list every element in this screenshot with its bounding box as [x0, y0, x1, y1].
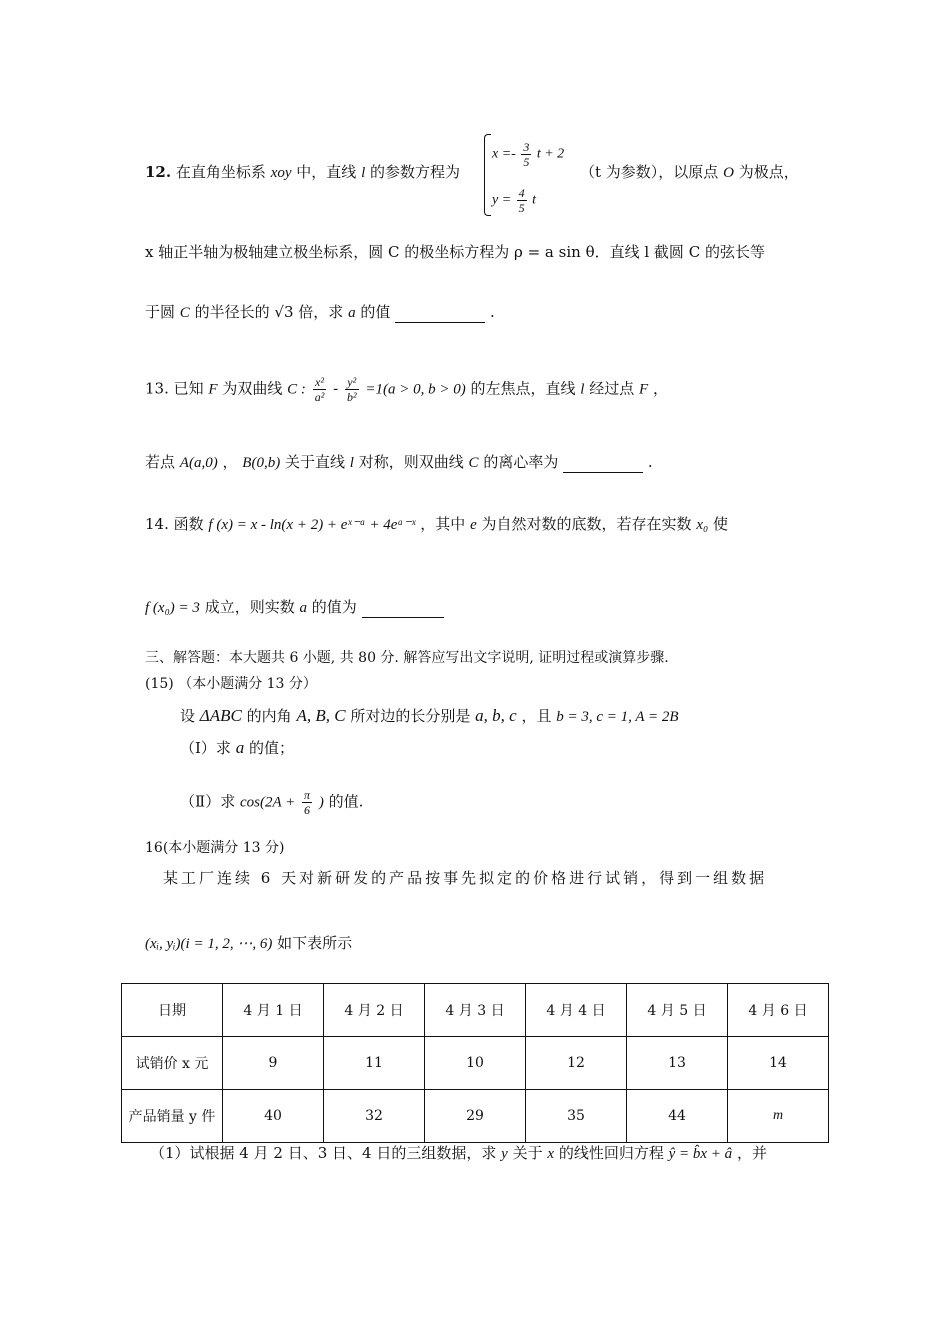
frac-den: 5: [518, 201, 525, 215]
q12-coord-system: xoy: [270, 165, 292, 181]
table-header-cell: 4 月 3 日: [425, 984, 526, 1037]
q15-cos: cos(2A +: [239, 794, 296, 811]
q15-angles: A, B, C: [296, 706, 346, 725]
table-cell: 10: [425, 1037, 526, 1090]
q12-origin: O: [723, 165, 734, 181]
q13-frac-x: [313, 375, 327, 404]
q14-text: 成立，则实数: [204, 598, 295, 616]
table-header-cell: 日期: [122, 984, 223, 1037]
frac-num: 3: [523, 140, 530, 154]
frac-den: b²: [346, 390, 357, 404]
q15-title: (15) （本小题满分 13 分）: [145, 676, 317, 692]
q12-line1-tail: [580, 162, 799, 183]
table-header-cell: 4 月 1 日: [223, 984, 324, 1037]
q15-conditions: b = 3, c = 1, A = 2B: [556, 709, 679, 725]
answer-blank[interactable]: [362, 601, 444, 618]
section-3-heading: 三、解答题：本大题共 6 小题, 共 80 分. 解答应写出文字说明, 证明过程或演算步骤.: [145, 650, 669, 666]
table-cell: 29: [425, 1090, 526, 1143]
q12-eq-x-frac: [521, 140, 531, 169]
q14-text: 的值为: [311, 598, 357, 616]
q13-text: 若点: [145, 453, 176, 471]
table-row-label: 试销价 x 元: [122, 1037, 223, 1090]
q16-text: 的线性回归方程: [558, 1144, 664, 1162]
q14-text: 使: [712, 515, 728, 533]
q15-text: ，且: [521, 707, 552, 725]
q13-line1: [145, 375, 668, 404]
q13-hyperbola-c: C: [468, 455, 479, 471]
q13-text: 经过点: [589, 379, 635, 398]
q12-circle-c: C: [179, 305, 190, 321]
q13-text: .: [647, 453, 653, 471]
q12-text: 于圆: [145, 303, 176, 321]
q12-eq-y-frac: [517, 186, 527, 215]
q14-function: f (x) = x - ln(x + 2) + eˣ⁻ᵃ + 4eᵃ⁻ˣ: [208, 517, 416, 533]
q14-x0: x₀: [696, 517, 709, 533]
q12-text: （t 为参数），以原点: [580, 163, 719, 181]
q12-line1: [145, 162, 460, 183]
q12-var-a: a: [348, 305, 356, 321]
q13-line-l: l: [580, 381, 585, 398]
table-row-label: 产品销量 y 件: [122, 1090, 223, 1143]
q15-triangle: ΔABC: [199, 706, 242, 725]
q12-sqrt3: √3: [274, 303, 294, 321]
q15-text: 的值；: [249, 739, 295, 757]
q16-title: 16(本小题满分 13 分): [145, 840, 285, 856]
q13-point-b: B(0,b): [242, 455, 281, 471]
q16-part1: [150, 1143, 767, 1164]
table-header-cell: 4 月 4 日: [526, 984, 627, 1037]
table-cell: 40: [223, 1090, 324, 1143]
q13-line2: [145, 452, 653, 473]
q16-var-x: x: [547, 1146, 555, 1162]
q13-text: 关于直线: [284, 453, 345, 471]
q15-text: 设: [180, 707, 196, 725]
q12-text: 为极点，: [738, 163, 799, 181]
eq-y-lhs: y =: [492, 192, 512, 208]
q16-pairs-line: [145, 933, 352, 954]
q12-system-brace: [484, 134, 491, 216]
q15-text: 的值.: [328, 792, 364, 811]
table-row: [122, 1090, 829, 1143]
q12-line2: x 轴正半轴为极轴建立极坐标系，圆 C 的极坐标方程为 ρ = a sin θ．直线 l 截圆 C 的弦长等: [145, 243, 765, 261]
frac-den: 5: [523, 155, 530, 169]
q12-eq-y: [492, 186, 536, 215]
q13-hyperbola-label: C :: [287, 381, 306, 398]
q16-text: ，并: [736, 1144, 767, 1162]
q15-text: （Ⅱ）求: [180, 792, 236, 811]
q15-statement: [180, 706, 679, 727]
q13-line-l: l: [349, 455, 354, 471]
q14-line2: [145, 597, 444, 618]
eq-x-lhs: x =-: [492, 146, 516, 162]
eq-y-rhs: t: [532, 192, 537, 208]
q16-text: 如下表所示: [277, 934, 353, 952]
table-header-cell: 4 月 5 日: [627, 984, 728, 1037]
q16-text: （1）试根据 4 月 2 日、3 日、4 日的三组数据，求: [150, 1144, 497, 1162]
q13-text: ，: [652, 379, 668, 398]
q13-point-a: A(a,0): [179, 455, 218, 471]
answer-blank[interactable]: [395, 306, 485, 323]
table-cell: m: [728, 1090, 829, 1143]
q13-text: ，: [222, 453, 238, 471]
table-header-cell: 4 月 6 日: [728, 984, 829, 1037]
q13-text: 为双曲线: [222, 379, 283, 398]
q13-minus: -: [333, 379, 339, 398]
q15-text: （Ⅰ）求: [180, 739, 231, 757]
q15-text: 所对边的长分别是: [350, 707, 471, 725]
frac-num: y²: [345, 375, 359, 390]
q12-text: 中，直线: [296, 163, 357, 181]
table-cell: 9: [223, 1037, 324, 1090]
frac-den: 6: [304, 803, 311, 817]
q16-var-y: y: [501, 1146, 508, 1162]
q12-text: 的值: [360, 303, 391, 321]
table-row: [122, 984, 829, 1037]
q13-text: 的左焦点，直线: [470, 379, 576, 398]
q12-text: 的参数方程为: [370, 163, 461, 181]
q12-number: 12.: [145, 163, 172, 181]
frac-den: a²: [314, 390, 325, 404]
frac-num: x²: [313, 375, 327, 390]
table-cell: 35: [526, 1090, 627, 1143]
q12-eq-x: [492, 140, 564, 169]
table-cell: 11: [324, 1037, 425, 1090]
frac-num: π: [304, 788, 311, 802]
q13-focus-f: F: [639, 381, 649, 398]
q16-statement: 某工厂连续 6 天对新研发的产品按事先拟定的价格进行试销，得到一组数据: [163, 869, 768, 887]
q13-text: 13. 已知: [145, 379, 204, 398]
q15-part1: [180, 738, 294, 758]
q12-text: .: [489, 303, 495, 321]
table-cell: 32: [324, 1090, 425, 1143]
q15-frac-pi6: [302, 788, 312, 817]
q13-text: 对称，则双曲线: [358, 453, 464, 471]
frac-num: 4: [518, 186, 525, 200]
q12-text: 倍，求: [298, 303, 344, 321]
table-cell: 13: [627, 1037, 728, 1090]
answer-blank[interactable]: [563, 456, 643, 473]
q14-e: e: [470, 517, 477, 533]
q14-var-a: a: [299, 600, 307, 616]
q14-text: ，其中: [420, 515, 466, 533]
q12-text: 的半径长的: [194, 303, 270, 321]
q15-var-a: a: [235, 738, 245, 757]
q16-regression-eq: ŷ = b̂x + â: [668, 1146, 733, 1162]
q16-pairs: (xᵢ, yᵢ)(i = 1, 2, ⋯, 6): [145, 936, 273, 952]
q12-text: 在直角坐标系: [175, 163, 266, 181]
q12-line-l: l: [361, 165, 366, 181]
table-cell: 44: [627, 1090, 728, 1143]
q13-text: 的离心率为: [483, 453, 559, 471]
q15-part2: [180, 788, 363, 817]
q16-text: 关于: [512, 1144, 543, 1162]
q15-sides: a, b, c: [475, 706, 517, 725]
q12-line3: [145, 302, 495, 323]
eq-x-rhs: t + 2: [536, 146, 565, 162]
q14-line1: [145, 514, 728, 535]
q13-focus-f: F: [208, 381, 218, 398]
table-cell: 12: [526, 1037, 627, 1090]
q13-equation-rhs: =1(a > 0, b > 0): [365, 381, 466, 398]
table-cell: 14: [728, 1037, 829, 1090]
q15-text: 的内角: [246, 707, 292, 725]
sales-data-table: [121, 983, 829, 1143]
q14-text: 为自然对数的底数，若存在实数: [481, 515, 692, 533]
q14-text: 14. 函数: [145, 515, 204, 533]
table-row: [122, 1037, 829, 1090]
q13-frac-y: [345, 375, 359, 404]
table-header-cell: 4 月 2 日: [324, 984, 425, 1037]
q14-condition: f (x₀) = 3: [145, 600, 200, 616]
q15-cos-close: ): [318, 794, 324, 811]
